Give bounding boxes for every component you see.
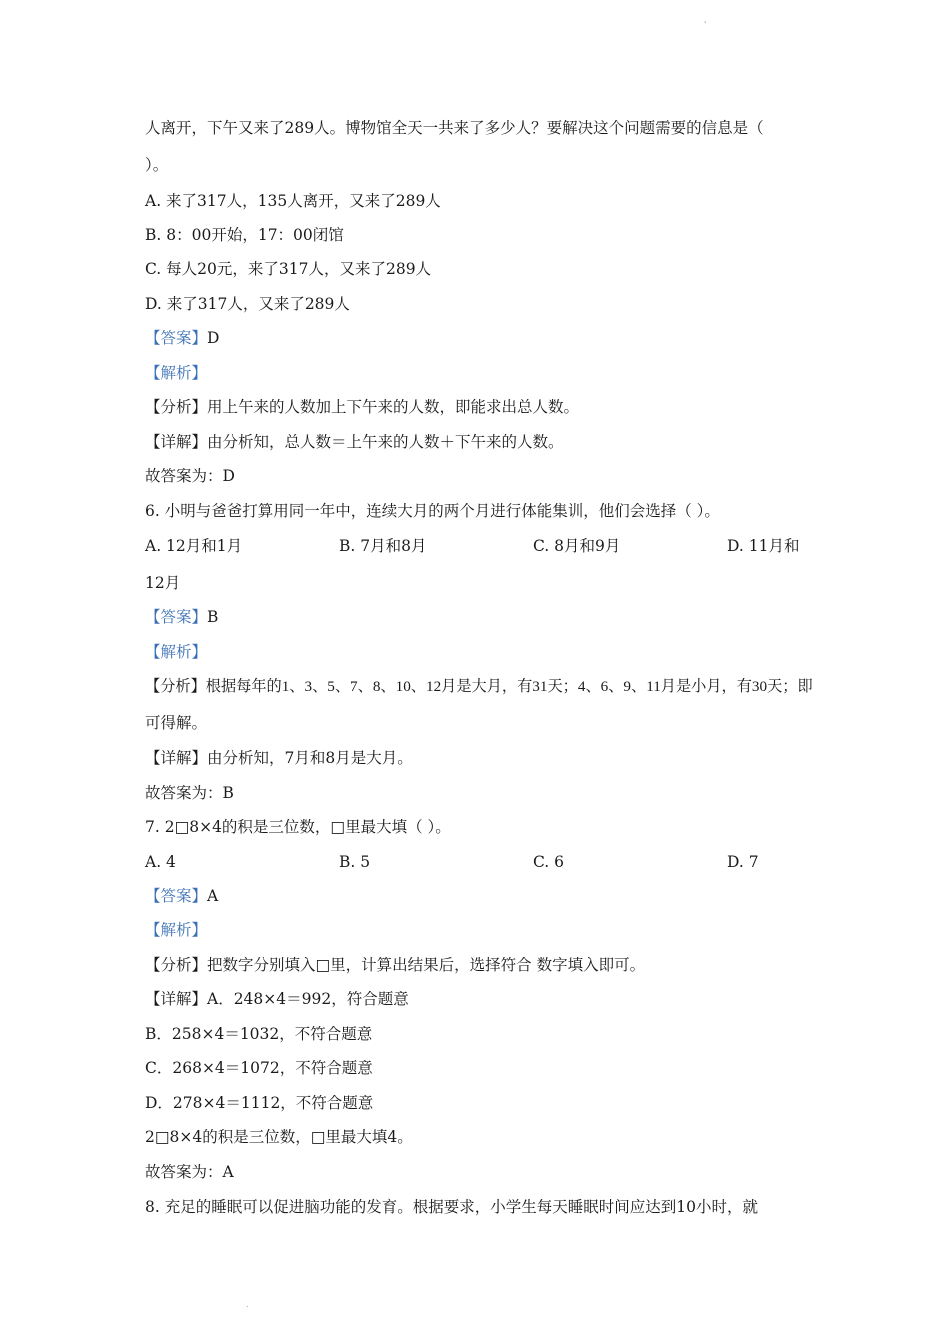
answer-tag: 【答案】 bbox=[145, 329, 208, 347]
q6-option-a: A. 12月和1月 bbox=[145, 537, 243, 555]
q7-option-c: C. 6 bbox=[533, 853, 565, 871]
footer-mark: . bbox=[246, 1300, 249, 1309]
q7-option-d: D. 7 bbox=[727, 853, 759, 871]
q6-final: 故答案为：B bbox=[145, 784, 234, 802]
q5-option-b: B. 8：00开始，17：00闭馆 bbox=[145, 226, 344, 244]
q7-fenxi: 【分析】把数字分别填入□里，计算出结果后，选择符合 数字填入即可。 bbox=[145, 956, 646, 974]
q7-stem: 7. 2□8×4的积是三位数，□里最大填（ ）。 bbox=[145, 818, 451, 836]
q5-answer bbox=[145, 328, 219, 348]
q6-option-d-cont: 12月 bbox=[145, 574, 181, 592]
q5-xiangjie: 【详解】由分析知，总人数＝上午来的人数＋下午来的人数。 bbox=[145, 433, 564, 451]
q6-xiangjie: 【详解】由分析知，7月和8月是大月。 bbox=[145, 749, 413, 767]
answer-tag: 【答案】 bbox=[145, 887, 208, 905]
q5-final: 故答案为：D bbox=[145, 467, 235, 485]
q5-option-c: C. 每人20元，来了317人，又来了289人 bbox=[145, 260, 432, 278]
q5-option-a: A. 来了317人，135人离开，又来了289人 bbox=[145, 192, 441, 210]
q6-fenxi: 【分析】根据每年的1、3、5、7、8、10、12月是大月，有31天；4、6、9、11月是小月，有30天；即 bbox=[145, 678, 813, 695]
q5-option-d: D. 来了317人，又来了289人 bbox=[145, 295, 350, 313]
q7-xiangjie: 【详解】A．248×4＝992，符合题意 bbox=[145, 990, 409, 1008]
q6-option-c: C. 8月和9月 bbox=[533, 537, 621, 555]
q6-analysis-tag: 【解析】 bbox=[145, 643, 208, 661]
q5-stem-cont: 人离开，下午又来了289人。博物馆全天一共来了多少人？要解决这个问题需要的信息是（ bbox=[145, 119, 764, 137]
q8-stem: 8. 充足的睡眠可以促进脑功能的发育。根据要求，小学生每天睡眠时间应达到10小时，就 bbox=[145, 1198, 758, 1216]
q6-option-d: D. 11月和 bbox=[727, 537, 800, 555]
answer-value: A bbox=[207, 887, 219, 905]
q7-step-d: D．278×4＝1112，不符合题意 bbox=[145, 1094, 374, 1112]
q6-answer bbox=[145, 607, 218, 627]
answer-tag: 【答案】 bbox=[145, 608, 208, 626]
q6-option-b: B. 7月和8月 bbox=[339, 537, 427, 555]
q7-step-c: C．268×4＝1072，不符合题意 bbox=[145, 1059, 373, 1077]
q7-conclusion: 2□8×4的积是三位数，□里最大填4。 bbox=[145, 1128, 413, 1146]
q5-fenxi: 【分析】用上午来的人数加上下午来的人数，即能求出总人数。 bbox=[145, 398, 580, 416]
q5-analysis-tag: 【解析】 bbox=[145, 364, 208, 382]
q7-option-a: A. 4 bbox=[145, 853, 176, 871]
q7-answer bbox=[145, 886, 218, 906]
header-mark: ' bbox=[704, 20, 707, 29]
q7-final: 故答案为：A bbox=[145, 1163, 234, 1181]
q6-stem: 6. 小明与爸爸打算用同一年中，连续大月的两个月进行体能集训，他们会选择（ ）。 bbox=[145, 502, 720, 520]
q7-step-b: B．258×4＝1032，不符合题意 bbox=[145, 1025, 373, 1043]
answer-value: B bbox=[207, 608, 219, 626]
q5-stem-end: ）。 bbox=[145, 156, 169, 174]
q7-option-b: B. 5 bbox=[339, 853, 371, 871]
q6-fenxi-cont: 可得解。 bbox=[145, 714, 208, 732]
q7-analysis-tag: 【解析】 bbox=[145, 921, 208, 939]
answer-value: D bbox=[207, 329, 220, 347]
